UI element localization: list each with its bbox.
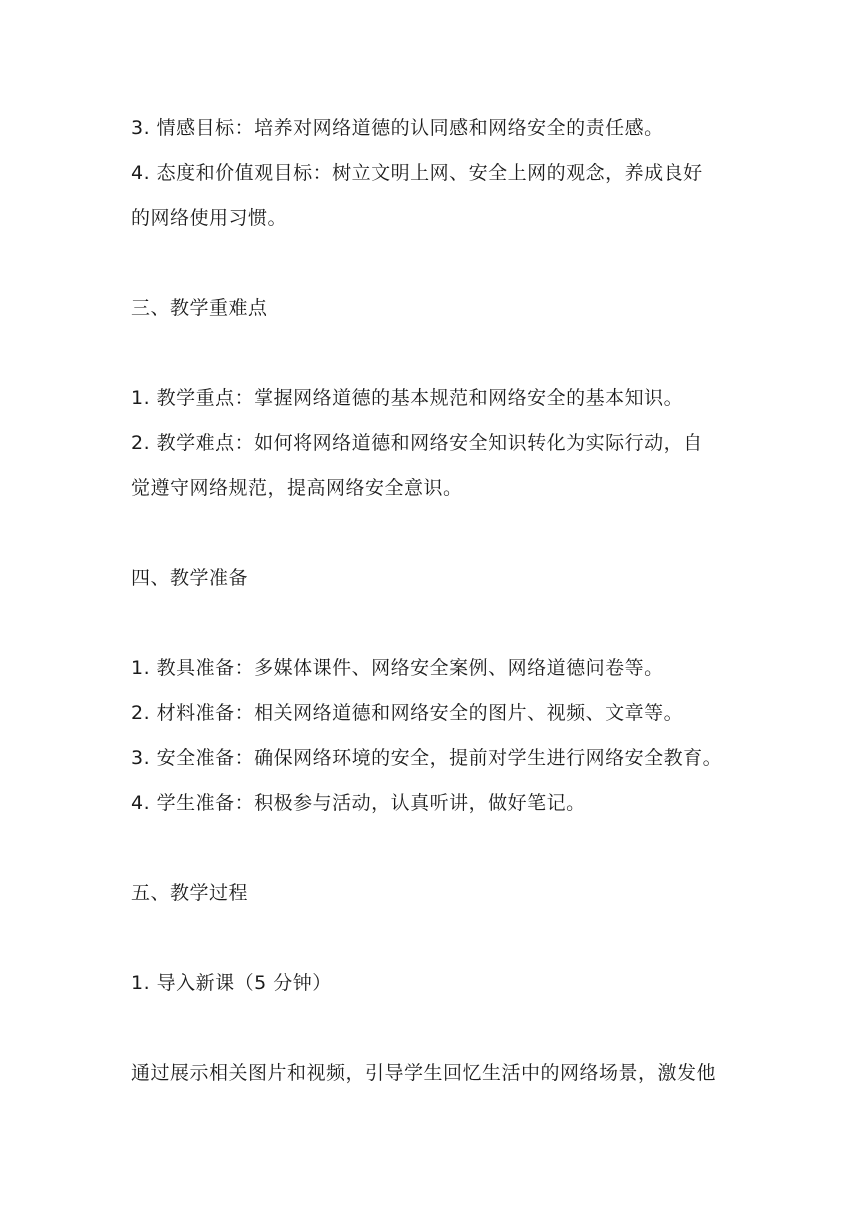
process-step-1-body: 通过展示相关图片和视频，引导学生回忆生活中的网络场景，激发他 (131, 1062, 717, 1084)
key-point-2-cont: 觉遵守网络规范，提高网络安全意识。 (131, 477, 463, 499)
key-point-1: 1. 教学重点：掌握网络道德的基本规范和网络安全的基本知识。 (131, 387, 684, 409)
section-heading-process: 五、教学过程 (131, 882, 249, 904)
objective-4-attitude: 4. 态度和价值观目标：树立文明上网、安全上网的观念，养成良好 (131, 162, 703, 184)
section-heading-preparation: 四、教学准备 (131, 567, 249, 589)
section-heading-key-points: 三、教学重难点 (131, 297, 268, 319)
preparation-item-2: 2. 材料准备：相关网络道德和网络安全的图片、视频、文章等。 (131, 702, 684, 724)
objective-4-attitude-cont: 的网络使用习惯。 (131, 207, 288, 229)
objective-3-emotion: 3. 情感目标：培养对网络道德的认同感和网络安全的责任感。 (131, 117, 664, 139)
key-point-2: 2. 教学难点：如何将网络道德和网络安全知识转化为实际行动，自 (131, 432, 703, 454)
preparation-item-4: 4. 学生准备：积极参与活动，认真听讲，做好笔记。 (131, 792, 586, 814)
preparation-item-1: 1. 教具准备：多媒体课件、网络安全案例、网络道德问卷等。 (131, 657, 664, 679)
preparation-item-3: 3. 安全准备：确保网络环境的安全，提前对学生进行网络安全教育。 (131, 747, 723, 769)
process-step-1: 1. 导入新课（5 分钟） (131, 972, 332, 994)
